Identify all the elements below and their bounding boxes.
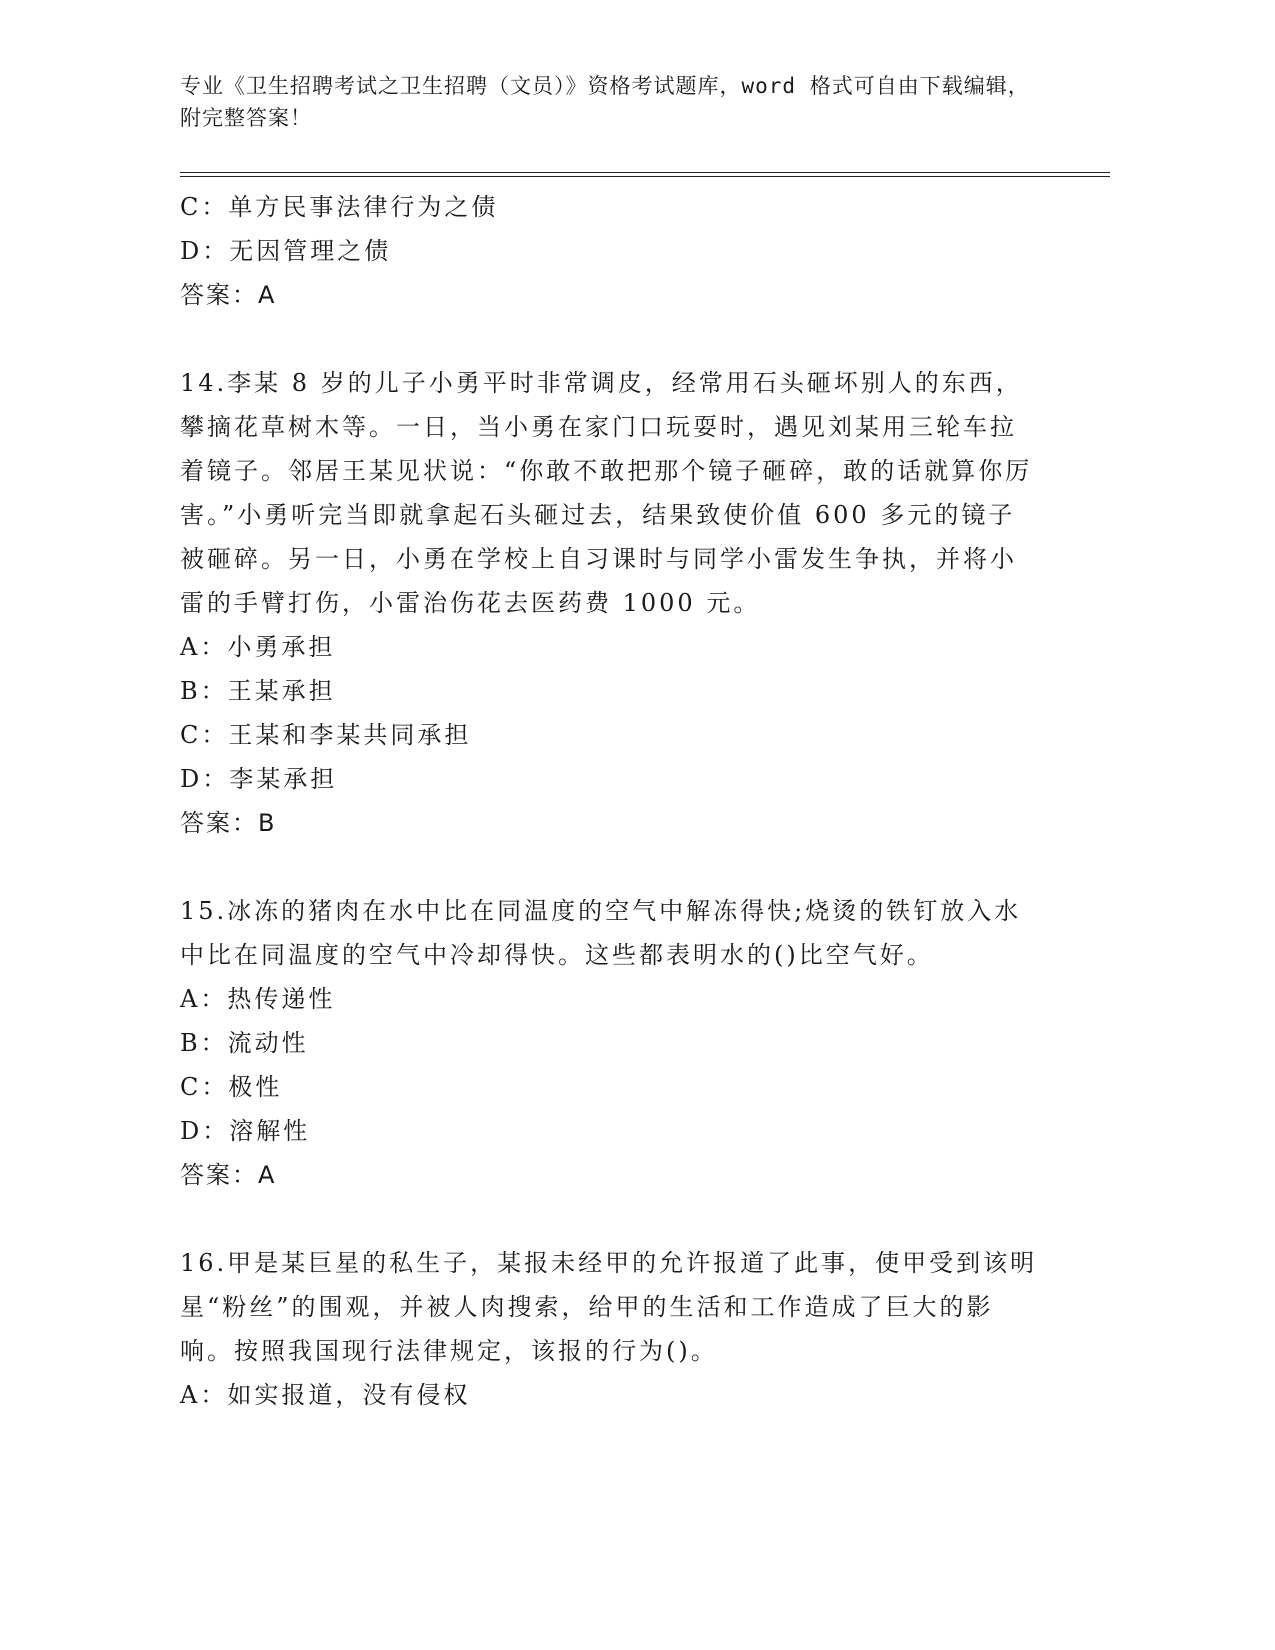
document-header: 专业《卫生招聘考试之卫生招聘（文员）》资格考试题库，word 格式可自由下载编辑，附完整答案！ — [180, 74, 1030, 130]
header-divider — [180, 172, 1110, 177]
option-d: D：溶解性 — [180, 1117, 311, 1145]
answer-line: 答案：A — [180, 281, 277, 309]
question-stem: 14.李某 8 岁的儿子小勇平时非常调皮，经常用石头砸坏别人的东西，攀摘花草树木等。一日，当小勇在家门口玩耍时，遇见刘某用三轮车拉着镜子。邻居王某见状说：“你敢不敢把那个镜子砸碎，敢的话就算你厉害。”小勇听完当即就拿起石头砸过去，结果致使价值 600 多元的镜子被砸碎。另一日，小勇在学校上自习课时与同学小雷发生争执，并将小雷的手臂打伤，小雷治伤花去医药费 1000 元。 — [180, 369, 1033, 617]
question-16 — [180, 1241, 1110, 1417]
document-page — [180, 70, 1110, 1417]
answer-line: 答案：B — [180, 809, 277, 837]
option-b: B：王某承担 — [180, 677, 336, 705]
option-c: C：极性 — [180, 1073, 283, 1101]
question-stem: 15.冰冻的猪肉在水中比在同温度的空气中解冻得快;烧烫的铁钉放入水中比在同温度的空气中冷却得快。这些都表明水的()比空气好。 — [180, 897, 1022, 969]
option-a: A：小勇承担 — [180, 633, 336, 661]
question-stem: 16.甲是某巨星的私生子，某报未经甲的允许报道了此事，使甲受到该明星“粉丝”的围观，并被人肉搜索，给甲的生活和工作造成了巨大的影响。按照我国现行法律规定，该报的行为()。 — [180, 1249, 1038, 1365]
question-13-tail — [180, 185, 1110, 317]
spacer — [180, 1197, 1110, 1241]
option-d: D：李某承担 — [180, 765, 338, 793]
option-c: C：王某和李某共同承担 — [180, 721, 472, 749]
option-a: A：如实报道，没有侵权 — [180, 1381, 471, 1409]
answer-line: 答案：A — [180, 1161, 277, 1189]
spacer — [180, 317, 1110, 361]
option-a: A：热传递性 — [180, 985, 336, 1013]
spacer — [180, 845, 1110, 889]
option-d: D：无因管理之债 — [180, 237, 392, 265]
question-14 — [180, 361, 1110, 845]
option-c: C：单方民事法律行为之债 — [180, 193, 499, 221]
option-b: B：流动性 — [180, 1029, 309, 1057]
question-15 — [180, 889, 1110, 1197]
